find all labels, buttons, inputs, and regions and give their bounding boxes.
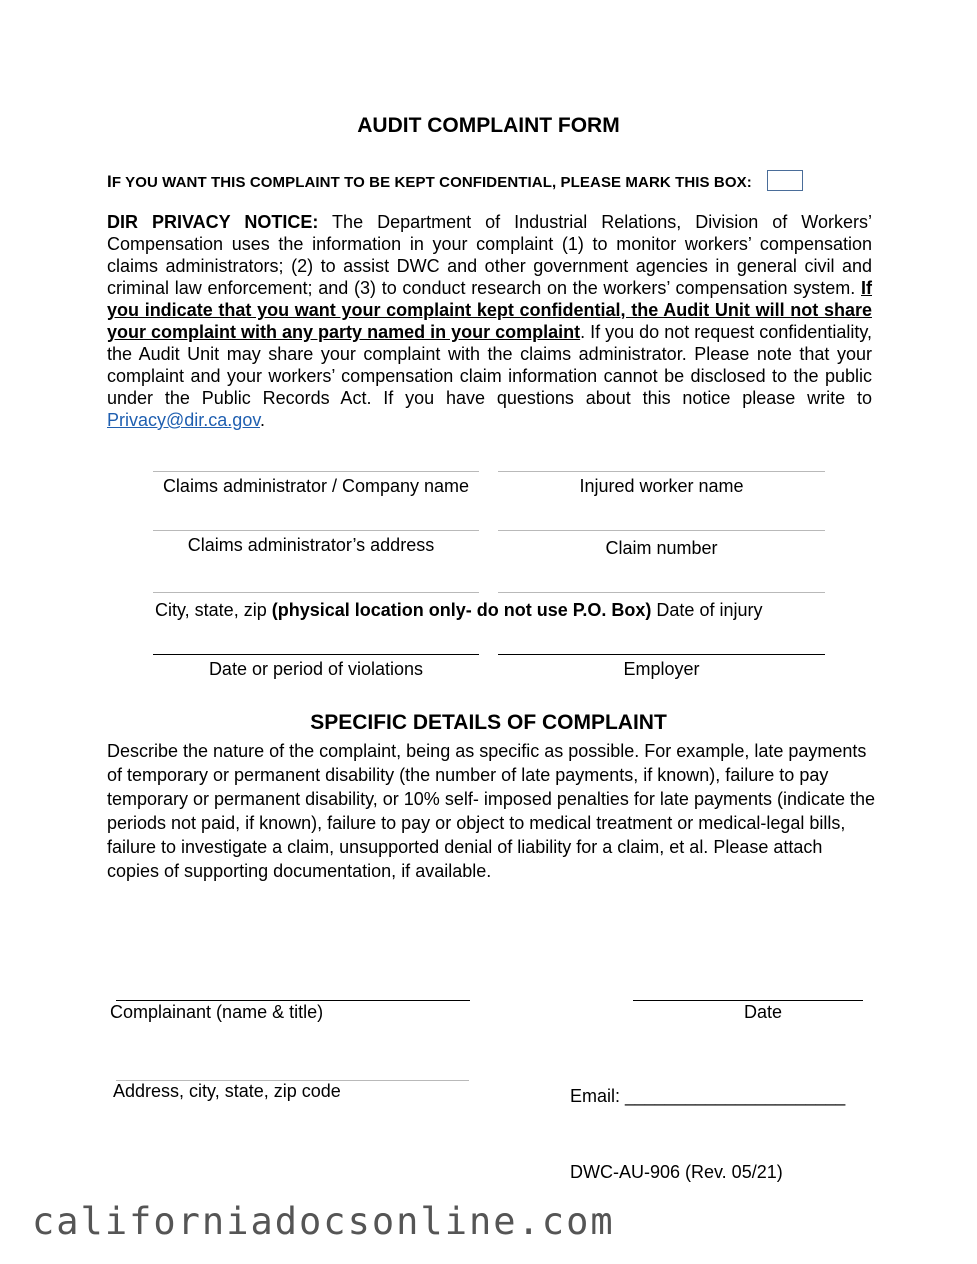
date-of-injury-line[interactable] [498, 592, 825, 593]
city-row-label [155, 600, 762, 621]
admin-address-line[interactable] [153, 530, 479, 531]
claim-number-line[interactable] [498, 530, 825, 531]
claims-admin-line[interactable] [153, 471, 479, 472]
privacy-confidential-statement: If you indicate that you want your complaint kept confidential, the Audit Unit will not share your complaint with any party named in your complaint [107, 278, 872, 342]
details-heading: SPECIFIC DETAILS OF COMPLAINT [310, 711, 667, 734]
confidential-instruction [107, 172, 752, 192]
address-label: Address, city, state, zip code [113, 1081, 341, 1101]
complainant-label: Complainant (name & title) [110, 1002, 324, 1022]
employer-line[interactable] [498, 654, 825, 655]
complainant-line[interactable] [116, 1000, 470, 1001]
date-label: Date [744, 1002, 783, 1022]
privacy-text-2: . If you do not request confidentiality, the Audit Unit may share your complaint with the claims administrator. Please note that your complaint and your workers’ compensation claim information cannot be disclosed to the public under the Public Records Act. If you have questions about this notice please write to [107, 322, 872, 408]
date-of-injury-label: Date of injury [651, 600, 763, 620]
confidential-checkbox[interactable] [767, 170, 803, 191]
employer-label: Employer [623, 659, 700, 679]
city-note: (physical location only- do not use P.O. Box) [271, 600, 652, 620]
privacy-email-link[interactable]: Privacy@dir.ca.gov [107, 410, 260, 430]
form-id: DWC-AU-906 (Rev. 05/21) [570, 1162, 783, 1182]
admin-address-label: Claims administrator’s address [187, 535, 435, 555]
injured-worker-label: Injured worker name [579, 476, 744, 496]
violations-line[interactable] [153, 654, 479, 655]
date-line[interactable] [633, 1000, 863, 1001]
city-label: City, state, zip [155, 600, 272, 620]
privacy-notice [107, 211, 872, 431]
privacy-end: . [260, 410, 266, 430]
watermark: californiadocsonline.com [32, 1200, 615, 1243]
form-title: AUDIT COMPLAINT FORM [357, 114, 620, 137]
confidential-first-letter: I [107, 172, 112, 191]
violations-label: Date or period of violations [208, 659, 424, 679]
confidential-text: F YOU WANT THIS COMPLAINT TO BE KEPT CONFIDENTIAL, PLEASE MARK THIS BOX: [111, 174, 752, 191]
privacy-text-1: The Department of Industrial Relations, Division of Workers’ Compensation uses the information in your complaint (1) to monitor workers’ compensation claims administrators; (2) to assist DWC and other government agencies in general civil and criminal law enforcement; and (3) to conduct research on the workers’ compensation system. [107, 212, 872, 298]
privacy-heading: DIR PRIVACY NOTICE: [107, 212, 319, 232]
claim-number-label: Claim number [605, 538, 718, 558]
city-line[interactable] [153, 592, 479, 593]
claims-admin-label: Claims administrator / Company name [162, 476, 470, 496]
email-label[interactable]: Email: ______________________ [570, 1086, 846, 1106]
details-description: Describe the nature of the complaint, being as specific as possible. For example, late payments of temporary or permanent disability (the number of late payments, if known), failure to pay temporary or permanent disability, or 10% self- imposed penalties for late payments (indicate the periods not paid, if known), failure to pay or object to medical treatment or medical-legal bills, failure to investigate a claim, unsupported denial of liability for a claim, et al. Please attach copies of supporting documentation, if available. [107, 741, 876, 881]
injured-worker-line[interactable] [498, 471, 825, 472]
